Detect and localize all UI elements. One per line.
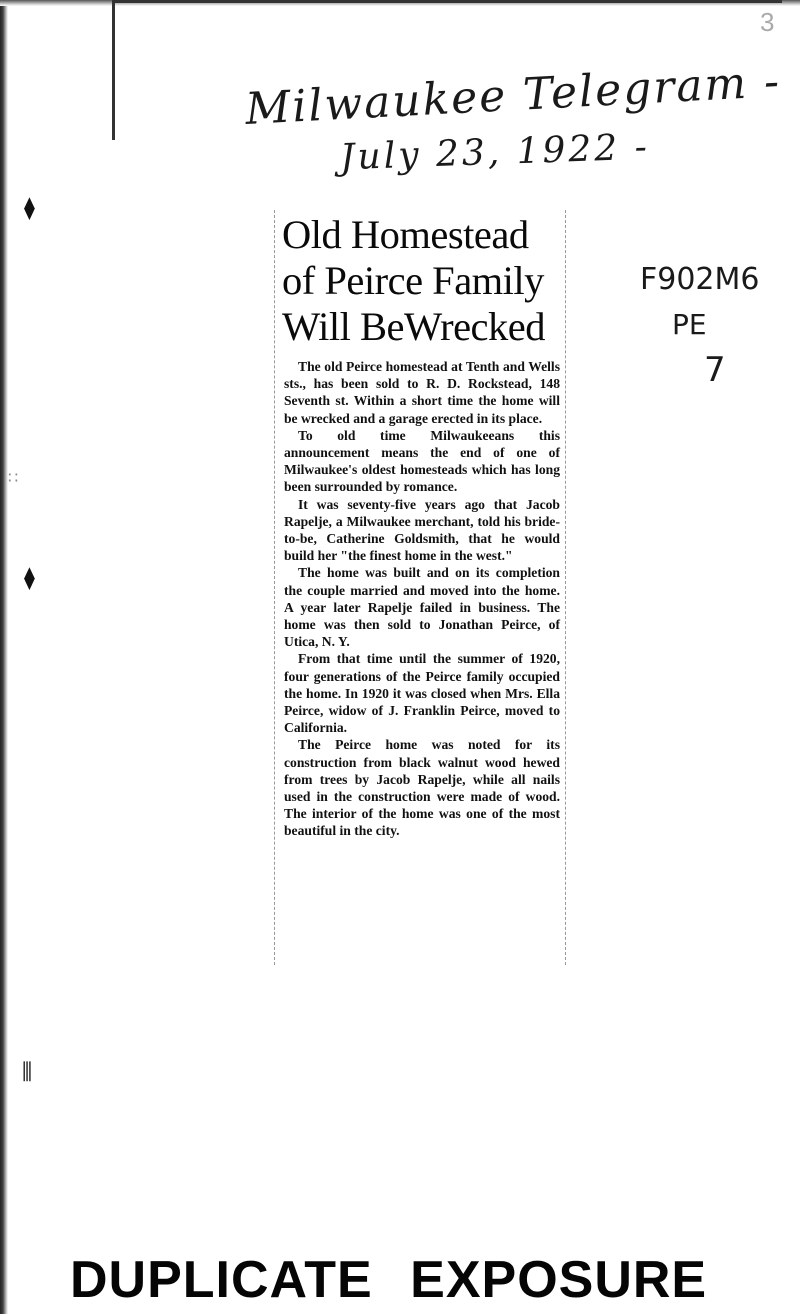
binding-hole-mark: ⫼	[22, 1060, 33, 1085]
handwritten-call-number-line3: 7	[704, 350, 726, 390]
scan-left-edge	[0, 0, 8, 1314]
newspaper-clipping	[278, 212, 566, 972]
article-body	[284, 358, 560, 840]
handwritten-date: July 23, 1922 -	[339, 126, 651, 179]
article-paragraph: The old Peirce homestead at Tenth and Wells sts., has been sold to R. D. Rockstead, 148 Seventh st. Within a short time the home will be wrecked and a garage erected in its place.	[284, 359, 560, 426]
article-paragraph: It was seventy-five years ago that Jacob Rapelje, a Milwaukee merchant, told his bride-to-be, Catherine Goldsmith, that he would build her "the finest home in the west."	[284, 496, 560, 564]
article-paragraph: The Peirce home was noted for its construction from black walnut wood hewed from trees by Jacob Rapelje, while all nails used in the construction were made of wood. The interior of the home was one of the most beautiful in the city.	[284, 737, 560, 839]
scan-paper-top-edge	[112, 0, 782, 3]
headline-line: Old Homestead	[282, 212, 529, 257]
duplicate-exposure-stamp: DUPLICATE EXPOSURE	[70, 1251, 708, 1309]
headline-line: of Peirce Family	[282, 258, 544, 303]
article-paragraph: The home was built and on its completion the couple married and moved into the home. A year later Rapelje failed in business. The home was then sold to Jonathan Peirce, of Utica, N. Y.	[284, 565, 560, 650]
headline-line: Will BeWrecked	[282, 304, 545, 349]
binding-hole-mark: ⧫	[24, 566, 35, 591]
handwritten-source: Milwaukee Telegram -	[244, 56, 783, 135]
handwritten-call-number-line2: PE	[672, 308, 707, 341]
handwritten-call-number: F902M6	[640, 262, 760, 297]
corner-mark: 3	[760, 7, 775, 37]
article-paragraph: To old time Milwaukeeans this announcement means the end of one of Milwaukee's oldest homesteads which has long been surrounded by romance.	[284, 427, 560, 495]
scan-paper-edge	[112, 0, 115, 140]
binding-hole-mark: ⧫	[24, 196, 35, 221]
article-headline	[282, 212, 566, 350]
binding-smudge-mark: ∷	[8, 468, 19, 487]
article-paragraph: From that time until the summer of 1920, four generations of the Peirce family occupied the home. In 1920 it was closed when Mrs. Ella Peirce, widow of J. Franklin Peirce, moved to California.	[284, 651, 560, 736]
